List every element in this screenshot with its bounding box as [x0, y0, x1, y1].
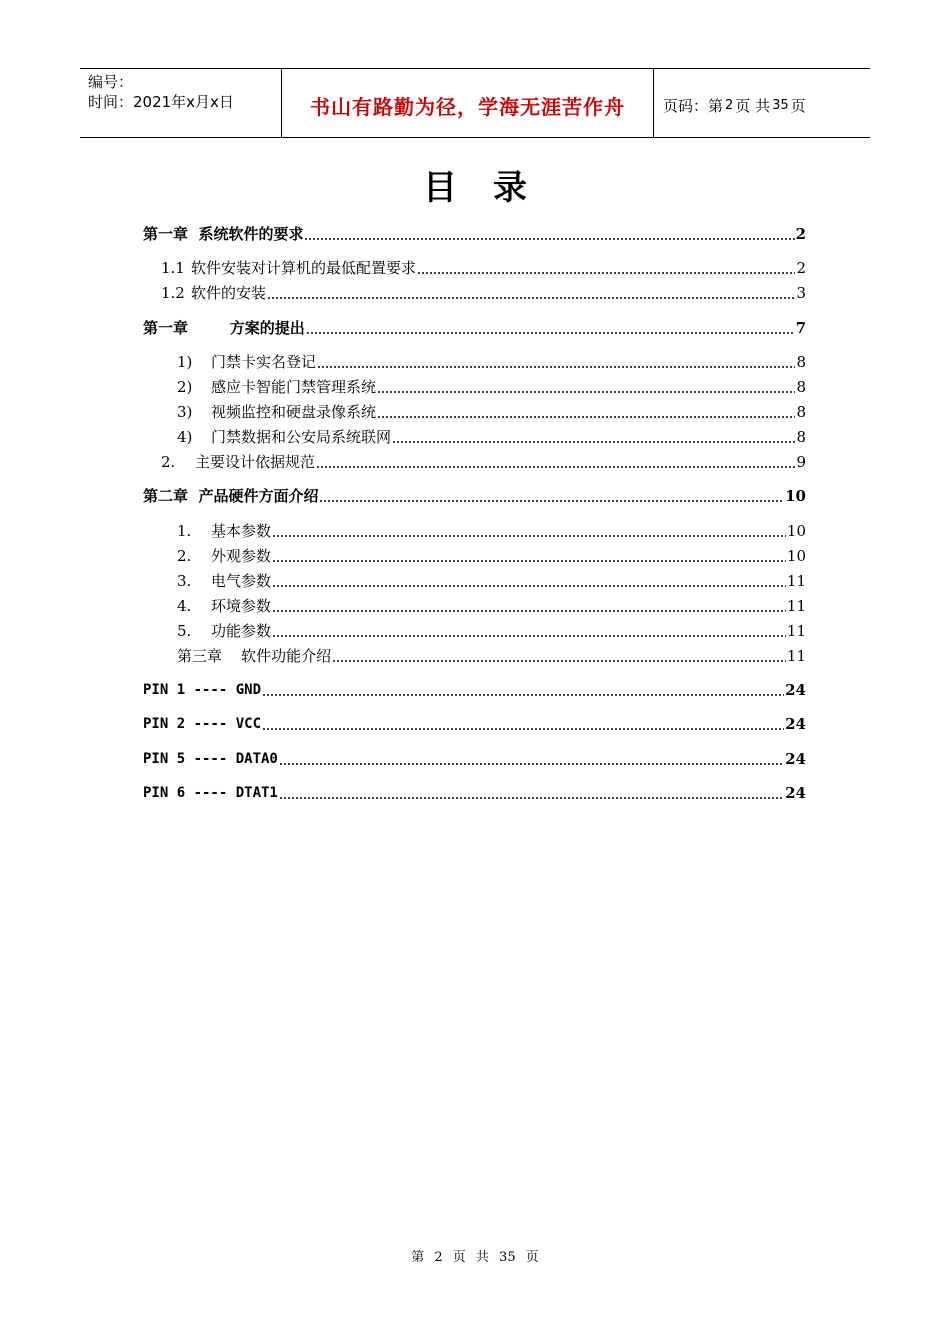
toc-entry-number: 1.	[177, 522, 192, 540]
toc-entry[interactable]	[143, 712, 806, 734]
toc-entry-page: 10	[786, 547, 806, 565]
toc-dot-leader	[377, 391, 795, 393]
toc-entry-label	[161, 283, 266, 303]
page-end: 页	[790, 96, 806, 115]
toc-entry-page: 24	[785, 784, 806, 802]
toc-entry[interactable]	[143, 644, 806, 666]
toc-entry-page: 7	[795, 319, 806, 337]
toc-entry[interactable]	[143, 519, 806, 541]
toc-dot-leader	[272, 635, 786, 637]
toc-entry-page: 24	[785, 681, 806, 699]
toc-entry-label	[177, 402, 376, 422]
toc-entry-text: 视频监控和硬盘录像系统	[211, 403, 377, 421]
toc-entry[interactable]	[143, 316, 806, 338]
toc-entry-text: 电气参数	[211, 572, 272, 590]
header-meta	[80, 69, 281, 137]
toc-dot-leader	[272, 535, 786, 537]
toc-entry-text: 软件安装对计算机的最低配置要求	[191, 259, 417, 277]
toc-dot-leader	[377, 416, 795, 418]
toc-entry-label	[177, 521, 271, 541]
toc-entry-number: 3.	[177, 572, 192, 590]
toc-entry-label	[143, 224, 303, 244]
page-total: 35	[772, 97, 789, 113]
toc-entry-label	[177, 427, 391, 447]
toc-entry[interactable]	[143, 569, 806, 591]
toc-entry-text: PIN 2 ---- VCC	[143, 716, 262, 732]
toc-dot-leader	[279, 797, 784, 799]
toc-entry[interactable]	[143, 678, 806, 700]
toc-entry-page: 11	[786, 647, 806, 665]
page-current: 2	[725, 97, 734, 113]
page-title: 目录	[423, 168, 563, 208]
toc-entry-page: 8	[796, 428, 806, 446]
toc-dot-leader	[272, 585, 786, 587]
page-mid: 页 共	[735, 96, 771, 115]
toc-entry-text: 基本参数	[211, 522, 272, 540]
toc-entry[interactable]	[143, 484, 806, 506]
toc-entry-text: PIN 1 ---- GND	[143, 682, 262, 698]
toc-entry-page: 10	[785, 487, 806, 505]
toc-entry-number: 4)	[177, 428, 193, 446]
document-time-label: 时间：2021年x月x日	[88, 93, 234, 111]
toc-entry-text: 感应卡智能门禁管理系统	[211, 378, 377, 396]
toc-entry[interactable]	[143, 222, 806, 244]
toc-dot-leader	[316, 466, 795, 468]
toc-dot-leader	[317, 366, 795, 368]
toc-dot-leader	[262, 694, 784, 696]
toc-entry[interactable]	[143, 400, 806, 422]
toc-entry-label	[143, 680, 261, 700]
toc-entry[interactable]	[143, 450, 806, 472]
toc-entry-page: 9	[796, 453, 806, 471]
toc-entry[interactable]	[143, 350, 806, 372]
toc-entry-page: 11	[786, 622, 806, 640]
toc-entry-text: 软件的安装	[191, 284, 267, 302]
toc-dot-leader	[279, 763, 784, 765]
toc-dot-leader	[267, 297, 795, 299]
toc-entry[interactable]	[143, 425, 806, 447]
toc-entry[interactable]	[143, 619, 806, 641]
toc-entry-page: 8	[796, 353, 806, 371]
toc-dot-leader	[319, 500, 784, 502]
toc-dot-leader	[272, 560, 786, 562]
toc-entry-text: 第三章 软件功能介绍	[177, 647, 332, 665]
toc-entry[interactable]	[143, 747, 806, 769]
toc-entry-text: 门禁数据和公安局系统联网	[211, 428, 392, 446]
toc-entry-number: 2)	[177, 378, 193, 396]
page-footer: 第 2 页 共 35 页	[411, 1250, 539, 1265]
toc-entry-number: 4.	[177, 597, 192, 615]
page-label: 页码：第	[663, 96, 724, 115]
toc-entry-number: 3)	[177, 403, 193, 421]
header-page-info	[654, 69, 870, 137]
toc-entry-number: 1)	[177, 353, 193, 371]
toc-entry-label	[177, 646, 331, 666]
toc-dot-leader	[262, 728, 784, 730]
toc-entry-label	[143, 486, 318, 506]
toc-entry[interactable]	[143, 281, 806, 303]
toc-dot-leader	[417, 272, 795, 274]
toc-entry-label	[143, 749, 278, 769]
toc-entry-page: 2	[796, 259, 806, 277]
toc-entry-label	[143, 318, 305, 338]
toc-entry-label	[143, 714, 261, 734]
toc-entry-number: 5.	[177, 622, 192, 640]
toc-entry-label	[177, 596, 271, 616]
toc-entry[interactable]	[143, 256, 806, 278]
toc-entry-label	[143, 783, 278, 803]
toc-dot-leader	[392, 441, 795, 443]
toc-entry-page: 10	[786, 522, 806, 540]
toc-entry[interactable]	[143, 594, 806, 616]
toc-entry-label	[177, 352, 316, 372]
toc-dot-leader	[332, 660, 786, 662]
toc-entry-text: 外观参数	[211, 547, 272, 565]
toc-entry-label	[177, 546, 271, 566]
toc-entry-number: 2.	[161, 453, 176, 471]
toc-entry-text: 门禁卡实名登记	[211, 353, 317, 371]
document-number-label: 编号：	[88, 73, 134, 91]
toc-entry[interactable]	[143, 375, 806, 397]
toc-entry-text: PIN 5 ---- DATA0	[143, 751, 278, 767]
toc-dot-leader	[304, 238, 794, 240]
toc-entry-number: 2.	[177, 547, 192, 565]
toc-dot-leader	[272, 610, 786, 612]
toc-entry-page: 24	[785, 715, 806, 733]
toc-dot-leader	[306, 332, 795, 334]
toc-entry-text: 环境参数	[211, 597, 272, 615]
toc-entry-text: 功能参数	[211, 622, 272, 640]
toc-entry-text: 第一章 系统软件的要求	[143, 225, 304, 243]
toc-entry-page: 2	[795, 225, 806, 243]
toc-entry-label	[161, 258, 416, 278]
toc-entry-page: 24	[785, 750, 806, 768]
toc-entry-label	[177, 621, 271, 641]
toc-entry-page: 8	[796, 403, 806, 421]
toc-entry-page: 11	[786, 597, 806, 615]
toc-entry-number: 1.1	[161, 259, 185, 277]
toc-entry-text: 主要设计依据规范	[195, 453, 316, 471]
toc-entry-page: 3	[796, 284, 806, 302]
toc-entry-page: 11	[786, 572, 806, 590]
toc-entry-page: 8	[796, 378, 806, 396]
document-header	[80, 68, 870, 138]
toc-entry-text: PIN 6 ---- DTAT1	[143, 785, 278, 801]
toc-entry-label	[161, 452, 315, 472]
toc-entry[interactable]	[143, 781, 806, 803]
toc-entry-label	[177, 377, 376, 397]
toc-entry-label	[177, 571, 271, 591]
toc-entry-text: 第二章 产品硬件方面介绍	[143, 487, 319, 505]
toc-entry-number: 1.2	[161, 284, 185, 302]
toc-entry[interactable]	[143, 544, 806, 566]
toc-entry-text: 第一章 方案的提出	[143, 319, 305, 337]
header-motto: 书山有路勤为径，学海无涯苦作舟	[281, 69, 654, 137]
